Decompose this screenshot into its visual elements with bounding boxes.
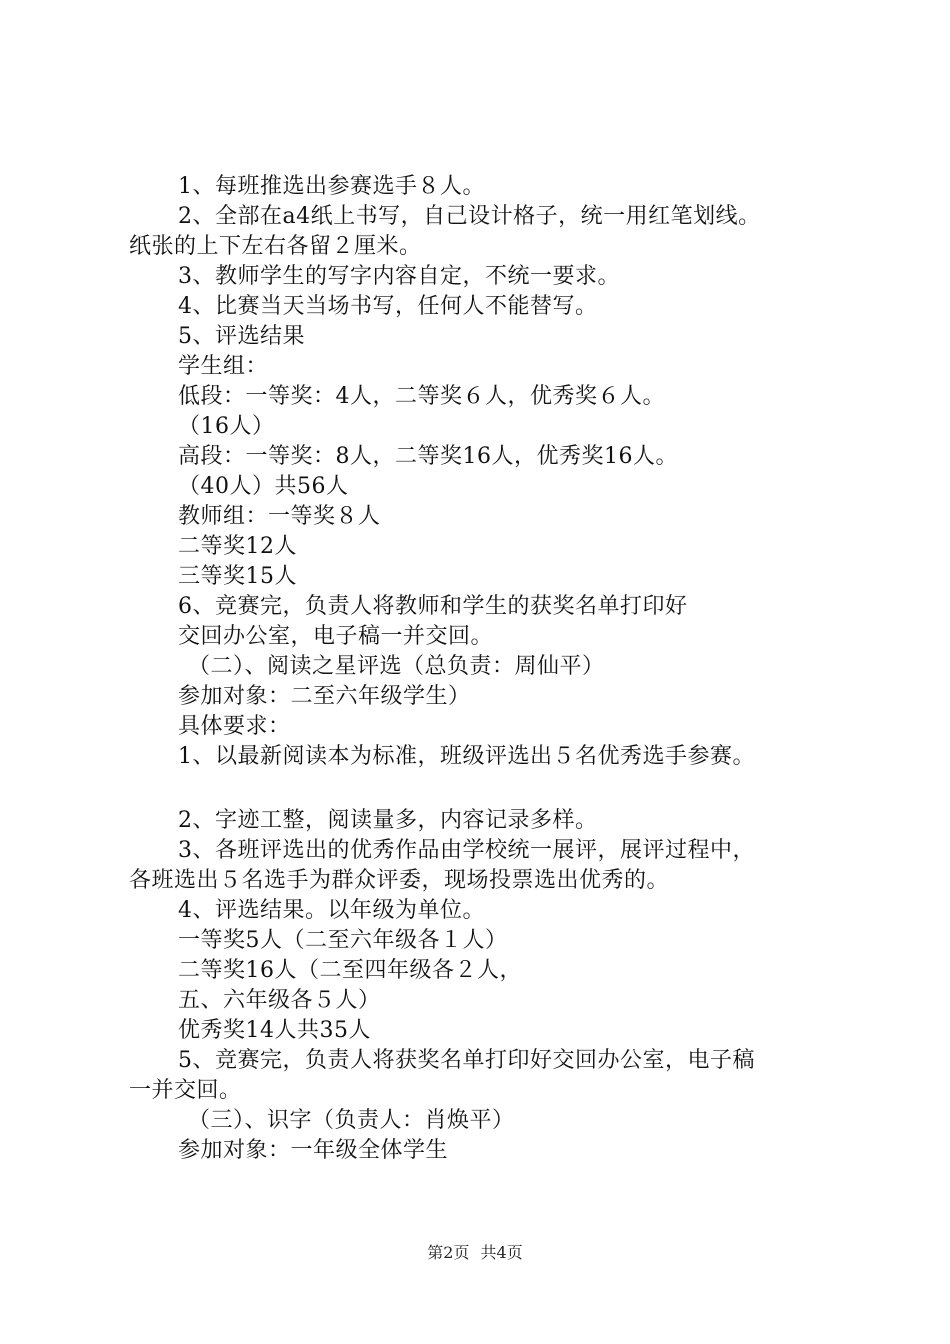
page-total: 共4页: [480, 1243, 523, 1262]
page-number: 第2页: [427, 1243, 470, 1262]
text-line: 参加对象：一年级全体学生: [178, 1138, 449, 1163]
text-line: 5、竞赛完，负责人将获奖名单打印好交回办公室，电子稿: [178, 1048, 755, 1073]
section-heading: （三）、识字（负责人：肖焕平）: [188, 1108, 515, 1133]
page-footer: [0, 1243, 950, 1263]
text-line: （40人）共56人: [178, 474, 349, 499]
text-line: 一并交回。: [129, 1078, 242, 1103]
text-line: 3、教师学生的写字内容自定，不统一要求。: [178, 264, 620, 289]
text-line: 二等奖12人: [178, 534, 297, 559]
text-line: 6、竞赛完，负责人将教师和学生的获奖名单打印好: [178, 594, 688, 619]
text-line: 具体要求：: [178, 714, 291, 739]
text-line: 高段：一等奖：8人，二等奖16人，优秀奖16人。: [178, 444, 678, 469]
text-line: 2、全部在a4纸上书写，自己设计格子，统一用红笔划线。: [178, 204, 761, 229]
text-line: （16人）: [178, 414, 275, 439]
text-line: 学生组：: [178, 354, 269, 379]
text-line: 低段：一等奖：4人，二等奖６人，优秀奖６人。: [178, 384, 665, 409]
text-line: 各班选出５名选手为群众评委，现场投票选出优秀的。: [129, 868, 670, 893]
text-line: 二等奖16人（二至四年级各２人，: [178, 958, 522, 983]
paragraph-gap: [0, 772, 950, 806]
document-body: [0, 172, 950, 1166]
text-line: 1、以最新阅读本为标准，班级评选出５名优秀选手参赛。: [178, 744, 755, 769]
text-line: 交回办公室，电子稿一并交回。: [178, 624, 494, 649]
text-line: 2、字迹工整，阅读量多，内容记录多样。: [178, 808, 598, 833]
text-line: 教师组：一等奖８人: [178, 504, 381, 529]
text-line: 一等奖5人（二至六年级各１人）: [178, 928, 508, 953]
text-line: 1、每班推选出参赛选手８人。: [178, 174, 485, 199]
text-line: 纸张的上下左右各留２厘米。: [129, 234, 422, 259]
text-line: 参加对象：二至六年级学生）: [178, 684, 471, 709]
text-line: 五、六年级各５人）: [178, 988, 381, 1013]
text-line: 4、评选结果。以年级为单位。: [178, 898, 485, 923]
text-line: 三等奖15人: [178, 564, 297, 589]
text-line: 5、评选结果: [178, 324, 305, 349]
section-heading: （二）、阅读之星评选（总负责：周仙平）: [188, 654, 605, 679]
text-line: 3、各班评选出的优秀作品由学校统一展评，展评过程中，: [178, 838, 755, 863]
text-line: 优秀奖14人共35人: [178, 1018, 371, 1043]
text-line: 4、比赛当天当场书写，任何人不能替写。: [178, 294, 598, 319]
